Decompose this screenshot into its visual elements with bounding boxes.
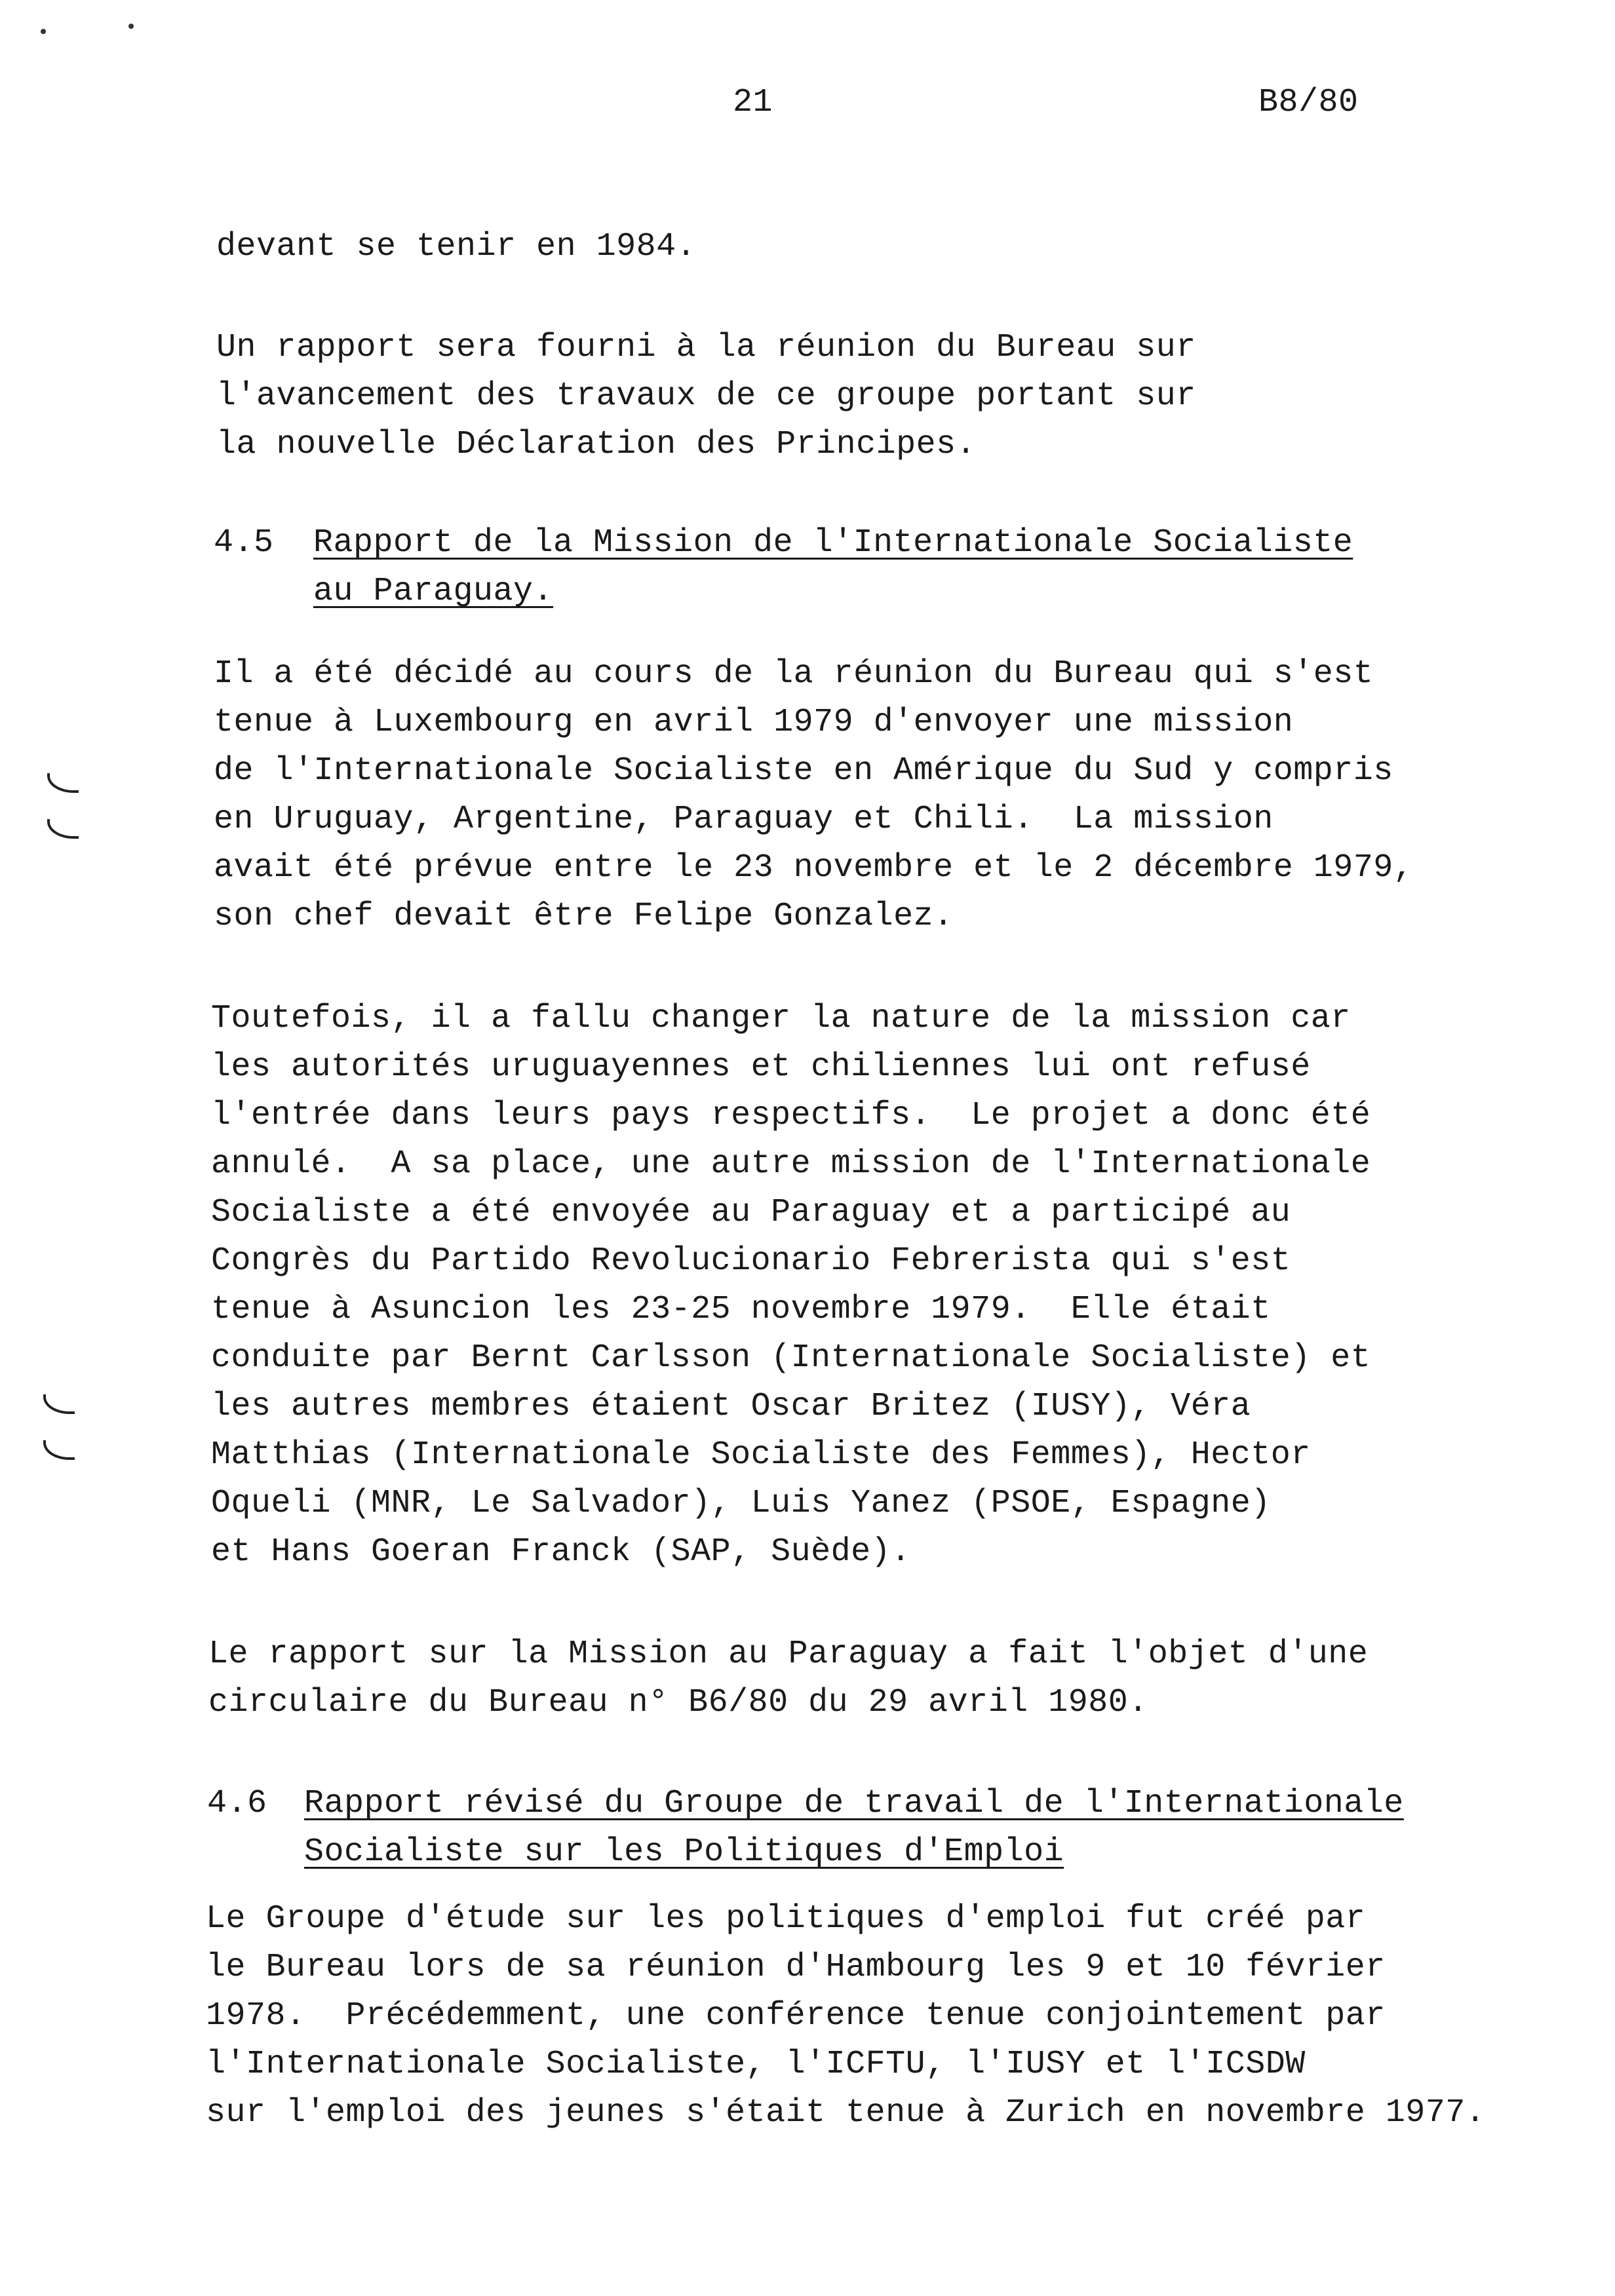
body-line: Congrès du Partido Revolucionario Febrerista qui s'est	[211, 1242, 1291, 1280]
body-line: en Uruguay, Argentine, Paraguay et Chili. La mission	[214, 801, 1274, 838]
body-line: Le Groupe d'étude sur les politiques d'emploi fut créé par	[206, 1900, 1366, 1938]
body-line: l'Internationale Socialiste, l'ICFTU, l'IUSY et l'ICSDW	[206, 2046, 1306, 2083]
body-line: son chef devait être Felipe Gonzalez.	[214, 898, 954, 935]
section-number: 4.5	[214, 524, 274, 562]
scan-speck	[128, 24, 134, 29]
body-line: l'avancement des travaux de ce groupe portant sur	[216, 377, 1196, 415]
body-line: l'entrée dans leurs pays respectifs. Le projet a donc été	[211, 1097, 1371, 1134]
body-line: avait été prévue entre le 23 novembre et le 2 décembre 1979,	[214, 849, 1414, 887]
scan-speck	[41, 29, 46, 34]
margin-mark	[43, 1394, 75, 1414]
section-title: au Paraguay.	[313, 573, 554, 610]
body-line: circulaire du Bureau n° B6/80 du 29 avril 1980.	[208, 1684, 1148, 1721]
section-number: 4.6	[207, 1785, 267, 1822]
body-line: et Hans Goeran Franck (SAP, Suède).	[211, 1533, 911, 1571]
page-number: 21	[733, 84, 773, 121]
body-line: annulé. A sa place, une autre mission de l'Internationale	[211, 1145, 1371, 1183]
body-line: les autres membres étaient Oscar Britez (IUSY), Véra	[211, 1388, 1251, 1425]
body-line: Toutefois, il a fallu changer la nature de la mission car	[211, 1000, 1351, 1037]
body-line: tenue à Asuncion les 23-25 novembre 1979. Elle était	[211, 1291, 1271, 1328]
section-title: Rapport révisé du Groupe de travail de l'Internationale	[304, 1785, 1404, 1822]
body-line: Oqueli (MNR, Le Salvador), Luis Yanez (PSOE, Espagne)	[211, 1485, 1271, 1522]
body-line: Un rapport sera fourni à la réunion du Bureau sur	[216, 329, 1196, 366]
body-line: la nouvelle Déclaration des Principes.	[216, 426, 977, 463]
body-line: Le rapport sur la Mission au Paraguay a fait l'objet d'une	[208, 1636, 1369, 1673]
body-line: Matthias (Internationale Socialiste des Femmes), Hector	[211, 1436, 1311, 1474]
body-line: conduite par Bernt Carlsson (Internationale Socialiste) et	[211, 1339, 1371, 1377]
body-line: sur l'emploi des jeunes s'était tenue à Zurich en novembre 1977.	[206, 2094, 1486, 2132]
section-title: Socialiste sur les Politiques d'Emploi	[304, 1833, 1064, 1871]
body-line: Socialiste a été envoyée au Paraguay et a participé au	[211, 1194, 1291, 1231]
body-line: devant se tenir en 1984.	[216, 228, 697, 265]
body-line: Il a été décidé au cours de la réunion du Bureau qui s'est	[214, 655, 1374, 693]
body-line: les autorités uruguayennes et chiliennes lui ont refusé	[211, 1048, 1311, 1086]
margin-mark	[47, 773, 79, 793]
margin-mark	[43, 1440, 75, 1460]
document-reference: B8/80	[1258, 84, 1359, 121]
margin-mark	[47, 819, 79, 839]
body-line: le Bureau lors de sa réunion d'Hambourg les 9 et 10 février	[206, 1949, 1386, 1986]
section-title: Rapport de la Mission de l'Internationale Socialiste	[313, 524, 1353, 562]
body-line: tenue à Luxembourg en avril 1979 d'envoyer une mission	[214, 704, 1294, 741]
body-line: de l'Internationale Socialiste en Amérique du Sud y compris	[214, 752, 1393, 790]
body-line: 1978. Précédemment, une conférence tenue conjointement par	[206, 1997, 1386, 2035]
